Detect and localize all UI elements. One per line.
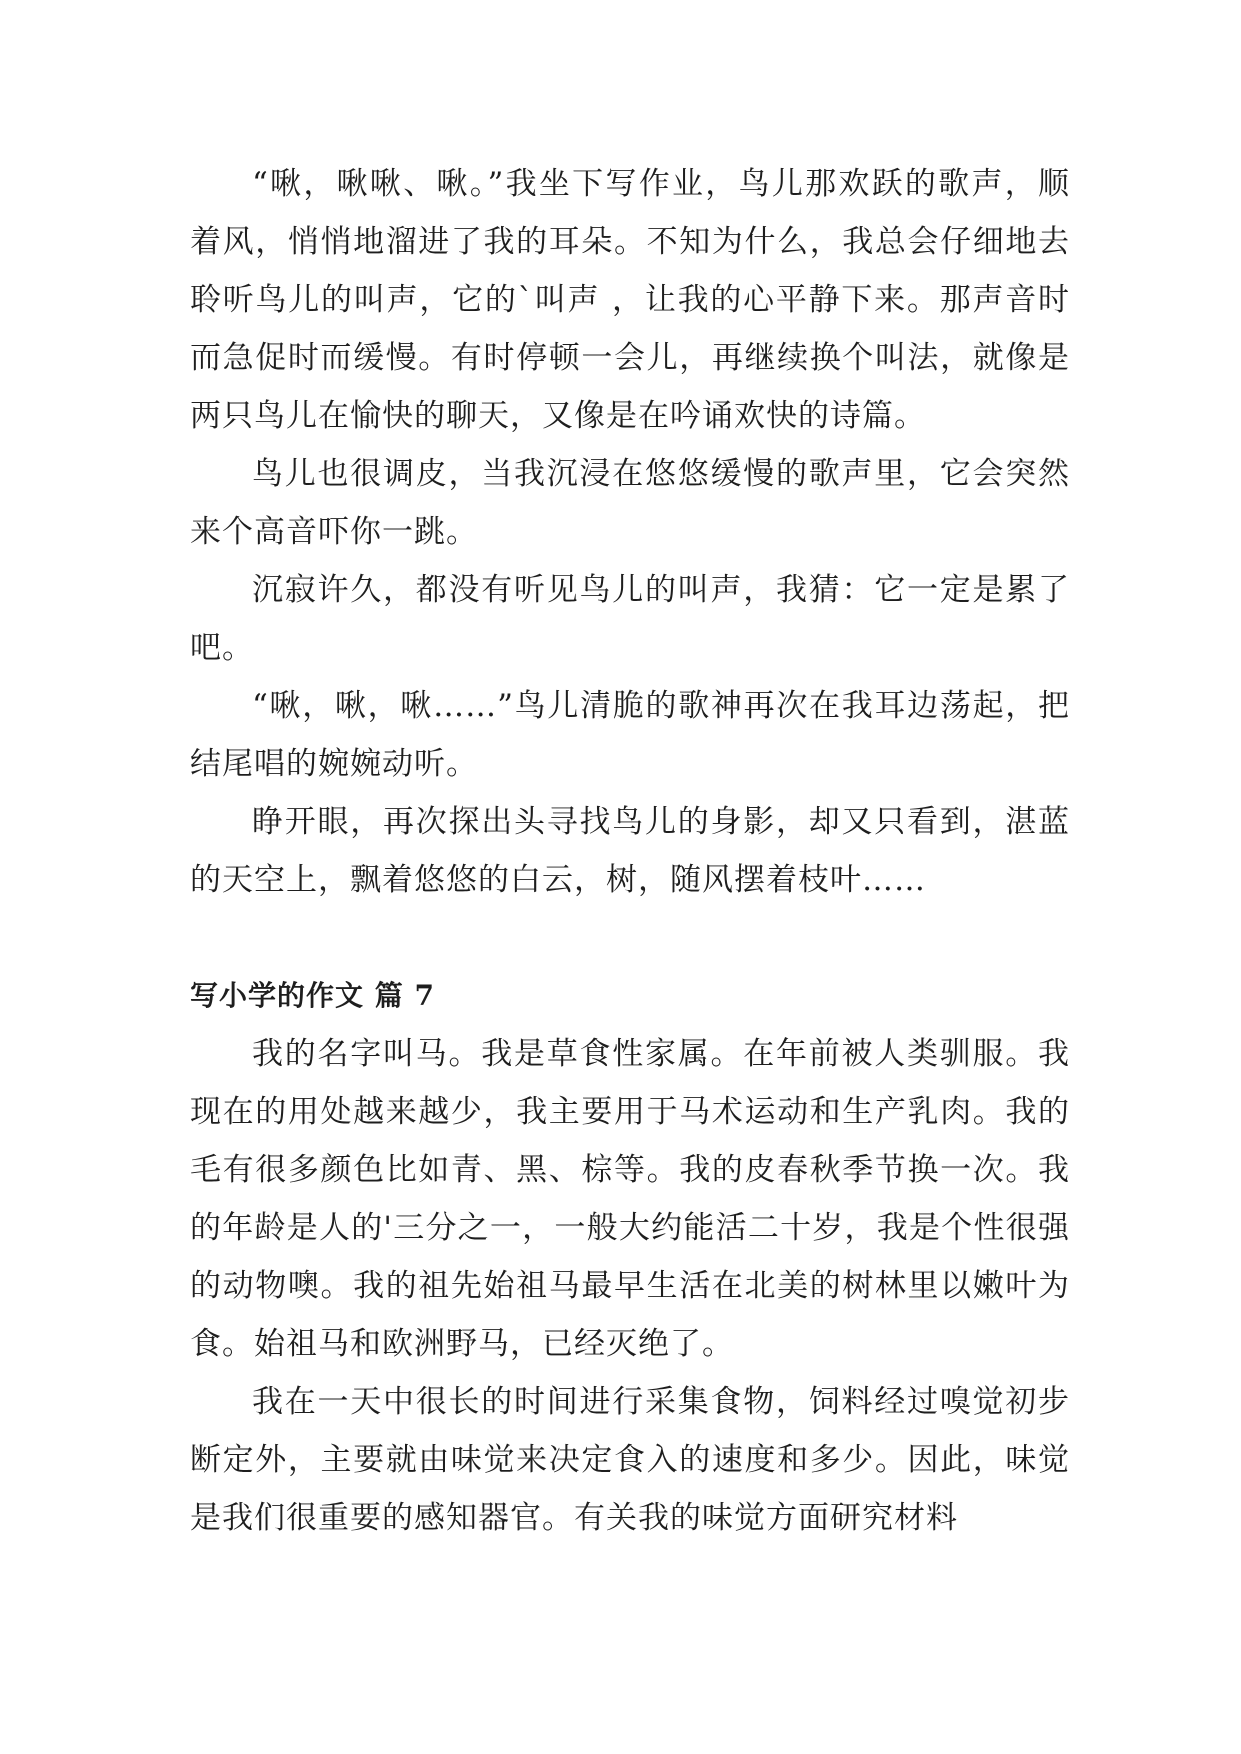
paragraph: 鸟儿也很调皮，当我沉浸在悠悠缓慢的歌声里，它会突然来个高音吓你一跳。 [190, 456, 1070, 550]
paragraph: “啾，啾，啾……”鸟儿清脆的歌神再次在我耳边荡起，把结尾唱的婉婉动听。 [190, 688, 1070, 782]
paragraph: “啾，啾啾、啾。”我坐下写作业，鸟儿那欢跃的歌声，顺着风，悄悄地溜进了我的耳朵。不知为什么，我总会仔细地去聆听鸟儿的叫声，它的`叫声 ，让我的心平静下来。那声音时而急促时而缓慢。有时停顿一会儿，再继续换个叫法，就像是两只鸟儿在愉快的聊天，又像是在吟诵欢快的诗篇。 [190, 166, 1070, 434]
paragraph: 我的名字叫马。我是草食性家属。在年前被人类驯服。我现在的用处越来越少，我主要用于马术运动和生产乳肉。我的毛有很多颜色比如青、黑、棕等。我的皮春秋季节换一次。我的年龄是人的'三分之一，一般大约能活二十岁，我是个性很强的动物噢。我的祖先始祖马最早生活在北美的树林里以嫩叶为食。始祖马和欧洲野马，已经灭绝了。 [190, 1036, 1070, 1362]
paragraph: 我在一天中很长的时间进行采集食物，饲料经过嗅觉初步断定外，主要就由味觉来决定食入的速度和多少。因此，味觉是我们很重要的感知器官。有关我的味觉方面研究材料 [190, 1384, 1070, 1536]
section-heading: 写小学的作文 篇 7 [190, 979, 435, 1012]
paragraph: 沉寂许久，都没有听见鸟儿的叫声，我猜：它一定是累了吧。 [190, 572, 1070, 666]
document-page [190, 155, 1070, 1547]
paragraph: 睁开眼，再次探出头寻找鸟儿的身影，却又只看到，湛蓝的天空上，飘着悠悠的白云，树，随风摆着枝叶…… [190, 804, 1070, 898]
